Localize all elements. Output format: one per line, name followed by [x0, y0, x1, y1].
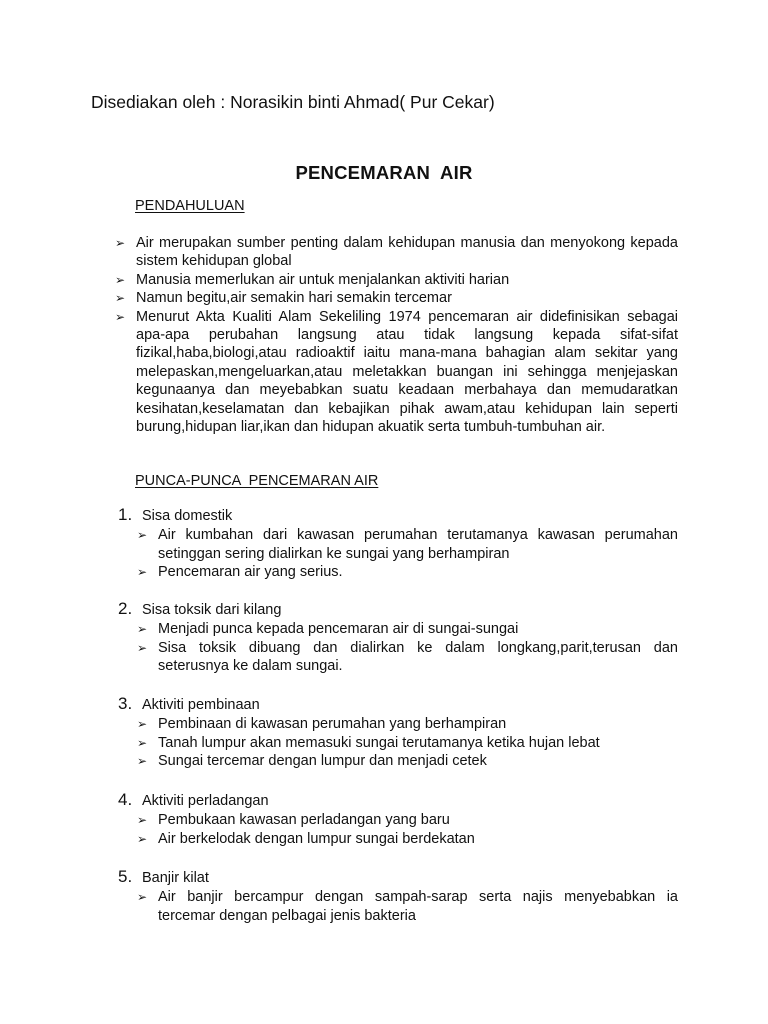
cause-number: 3. [118, 694, 133, 713]
list-item [137, 715, 678, 734]
list-item [115, 271, 678, 289]
cause-number: 1. [118, 505, 133, 524]
list-item [137, 888, 678, 925]
bullet-text: Air kumbahan dari kawasan perumahan terutamanya kawasan perumahan setinggan sering dialirkan ke sungai yang berhampiran [158, 527, 678, 562]
document-title: PENCEMARAN AIR [295, 162, 473, 183]
arrow-bullet-icon: ➢ [137, 622, 148, 636]
list-item [137, 734, 678, 753]
bullet-text: Air merupakan sumber penting dalam kehidupan manusia dan menyokong kepada sistem kehidupan global [136, 235, 678, 270]
bullet-text: Menurut Akta Kualiti Alam Sekeliling 1974 pencemaran air didefinisikan sebagai apa-apa perubahan langsung atau tidak langsung kepada sifat-sifat fizikal,haba,biologi,atau radioaktif iaitu mana-mana bahagian alam sekitar yang melepaskan,mengeluarkan,atau meletakkan buangan ini sehingga menjejaskan kegunaanya dan meyebabkan suatu keadaan merbahaya dan memudaratkan kesihatan,keselamatan dan kebajikan pihak awam,atau kehidupan lain seperti burung,hidupan liar,ikan dan hidupan akuatik serta tumbuh-tumbuhan air. [136, 308, 678, 436]
cause-bullet-list [137, 811, 678, 848]
arrow-bullet-icon: ➢ [137, 528, 148, 542]
cause-title: Banjir kilat [142, 870, 209, 886]
cause-bullet-list [137, 715, 678, 771]
arrow-bullet-icon: ➢ [137, 735, 148, 750]
cause-number: 5. [118, 867, 133, 886]
bullet-text: Namun begitu,air semakin hari semakin tercemar [136, 290, 452, 307]
list-item [137, 830, 678, 849]
cause-title: Aktiviti perladangan [142, 793, 269, 809]
bullet-text: Tanah lumpur akan memasuki sungai terutamanya ketika hujan lebat [158, 734, 600, 751]
list-item [137, 526, 678, 563]
cause-item-4 [118, 790, 678, 848]
bullet-text: Sungai tercemar dengan lumpur dan menjadi cetek [158, 753, 487, 770]
list-item [137, 811, 678, 830]
arrow-bullet-icon: ➢ [115, 309, 126, 324]
cause-title: Aktiviti pembinaan [142, 697, 260, 713]
arrow-bullet-icon: ➢ [137, 565, 148, 580]
bullet-text: Air berkelodak dengan lumpur sungai berdekatan [158, 830, 475, 847]
arrow-bullet-icon: ➢ [137, 640, 148, 655]
cause-heading [118, 505, 678, 526]
arrow-bullet-icon: ➢ [115, 291, 126, 306]
author-line: Disediakan oleh : Norasikin binti Ahmad( Pur Cekar) [91, 92, 495, 112]
arrow-bullet-icon: ➢ [137, 717, 148, 731]
cause-bullet-list [137, 620, 678, 676]
cause-heading [118, 599, 678, 620]
cause-item-1 [118, 505, 678, 582]
arrow-bullet-icon: ➢ [137, 831, 148, 846]
list-item [115, 289, 678, 307]
cause-bullet-list [137, 526, 678, 582]
cause-item-5 [118, 867, 678, 925]
bullet-text: Menjadi punca kepada pencemaran air di sungai-sungai [158, 621, 519, 637]
list-item [115, 234, 678, 271]
cause-item-2 [118, 599, 678, 676]
list-item [137, 620, 678, 639]
list-item [137, 752, 678, 771]
cause-bullet-list [137, 888, 678, 925]
arrow-bullet-icon: ➢ [137, 890, 148, 904]
causes-heading: PUNCA-PUNCA PENCEMARAN AIR [135, 473, 379, 489]
cause-number: 2. [118, 599, 133, 618]
bullet-text: Air banjir bercampur dengan sampah-sarap serta najis menyebabkan ia tercemar dengan pelbagai jenis bakteria [158, 889, 678, 924]
bullet-text: Pembinaan di kawasan perumahan yang berhampiran [158, 716, 507, 732]
bullet-text: Sisa toksik dibuang dan dialirkan ke dalam longkang,parit,terusan dan seterusnya ke dalam sungai. [158, 639, 678, 675]
cause-title: Sisa toksik dari kilang [142, 602, 282, 618]
cause-heading [118, 790, 678, 811]
arrow-bullet-icon: ➢ [115, 272, 126, 287]
cause-heading [118, 867, 678, 888]
arrow-bullet-icon: ➢ [137, 754, 148, 769]
intro-heading: PENDAHULUAN [135, 198, 245, 214]
cause-heading [118, 694, 678, 715]
list-item [115, 308, 678, 437]
list-item [137, 639, 678, 676]
bullet-text: Pembukaan kawasan perladangan yang baru [158, 812, 450, 828]
arrow-bullet-icon: ➢ [115, 236, 126, 250]
bullet-text: Pencemaran air yang serius. [158, 564, 343, 581]
bullet-text: Manusia memerlukan air untuk menjalankan aktiviti harian [136, 271, 510, 288]
cause-item-3 [118, 694, 678, 771]
list-item [137, 563, 678, 582]
cause-number: 4. [118, 790, 133, 809]
cause-title: Sisa domestik [142, 508, 233, 524]
intro-bullet-list [115, 234, 678, 436]
arrow-bullet-icon: ➢ [137, 813, 148, 827]
